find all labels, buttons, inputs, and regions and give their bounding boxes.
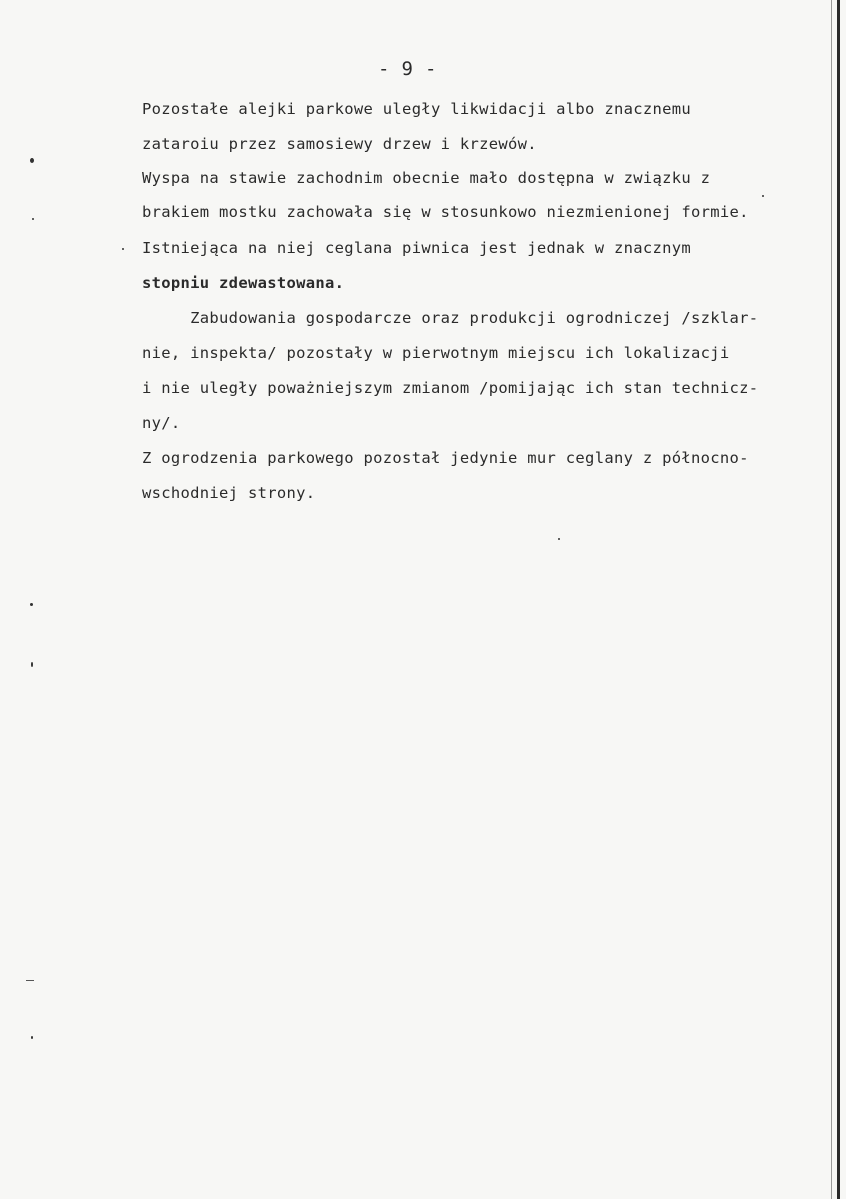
scan-speck — [122, 248, 124, 250]
scan-speck — [30, 603, 33, 606]
page-number: - 9 - — [378, 58, 437, 80]
text-line-8: nie, inspekta/ pozostały w pierwotnym miejscu ich lokalizacji — [142, 344, 730, 362]
text-line-4: brakiem mostku zachowała się w stosunkowo niezmienionej formie. — [142, 203, 749, 221]
scan-speck — [762, 195, 764, 197]
scan-speck — [32, 218, 34, 220]
text-line-11: Z ogrodzenia parkowego pozostał jedynie mur ceglany z północno- — [142, 449, 749, 467]
text-line-12: wschodniej strony. — [142, 484, 316, 502]
text-line-9: i nie uległy poważniejszym zmianom /pomijając ich stan technicz- — [142, 379, 759, 397]
scan-edge — [837, 0, 840, 1199]
scan-speck — [558, 538, 560, 540]
text-line-2: zataroiu przez samosiewy drzew i krzewów. — [142, 135, 537, 153]
text-line-10: ny/. — [142, 414, 181, 432]
scan-speck — [30, 158, 34, 163]
text-line-1: Pozostałe alejki parkowe uległy likwidacji albo znacznemu — [142, 100, 692, 118]
scan-speck — [31, 662, 33, 667]
text-line-3: Wyspa na stawie zachodnim obecnie mało dostępna w związku z — [142, 169, 711, 187]
scan-edge-line — [831, 0, 832, 1199]
text-line-6: stopniu zdewastowana. — [142, 274, 345, 292]
text-line-7: Zabudowania gospodarcze oraz produkcji ogrodniczej /szklar- — [142, 309, 759, 327]
text-line-5: Istniejąca na niej ceglana piwnica jest jednak w znacznym — [142, 239, 692, 257]
scan-speck — [31, 1036, 33, 1039]
scan-dash — [26, 980, 34, 981]
